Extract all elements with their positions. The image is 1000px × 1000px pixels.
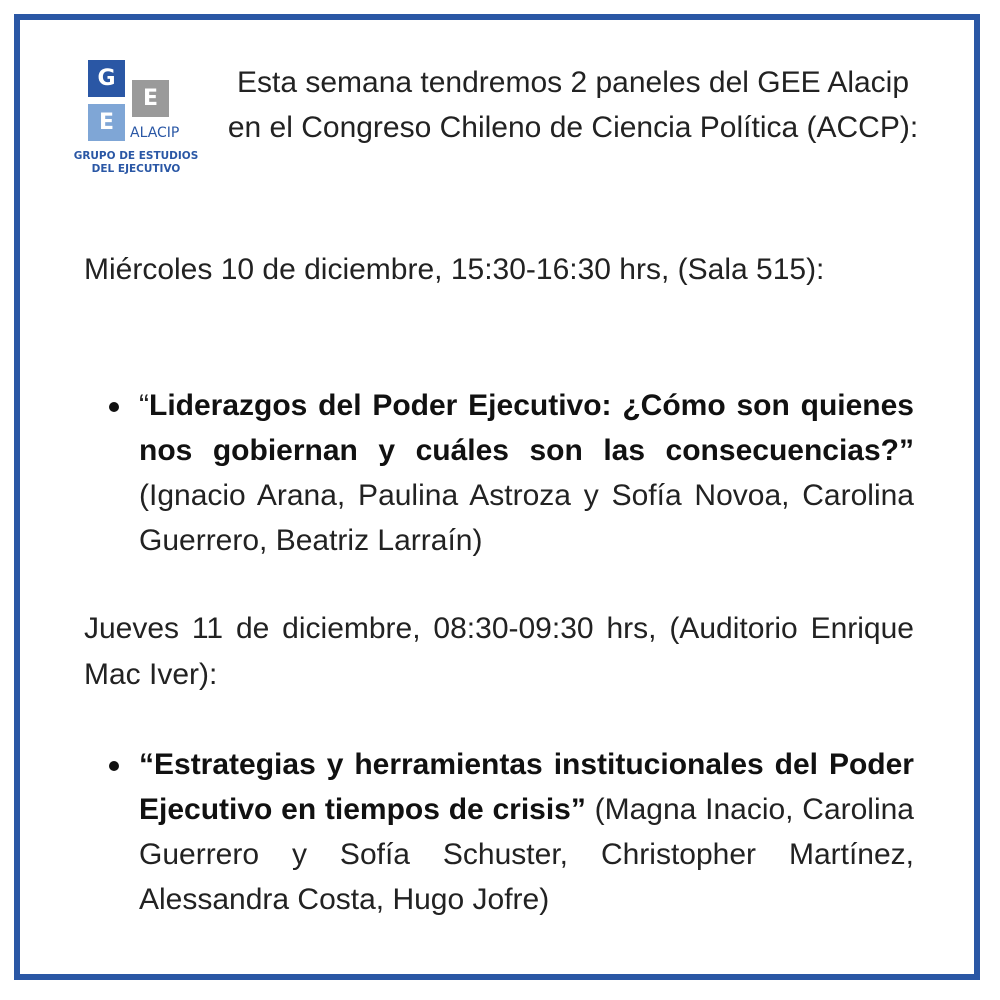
logo-alacip-text: ALACIP (130, 125, 180, 141)
gee-alacip-logo (66, 60, 206, 185)
session-1-schedule: Miércoles 10 de diciembre, 15:30-16:30 hrs, (Sala 515): (84, 253, 825, 286)
intro-text: Esta semana tendremos 2 paneles del GEE Alacip en el Congreso Chileno de Ciencia Política (ACCP): (227, 66, 919, 144)
logo-subtitle-line1: GRUPO DE ESTUDIOS (73, 150, 199, 162)
list-item (84, 742, 914, 922)
panel-2-speakers: (Magna Inacio, Carolina Guerrero y Sofía Schuster, Christopher Martínez, Alessandra Costa, Hugo Jofre) (139, 793, 914, 916)
logo-subtitle-line2: DEL EJECUTIVO (91, 163, 181, 175)
list-item (84, 383, 914, 563)
logo-g-square: G (88, 60, 125, 97)
session-2-schedule: Jueves 11 de diciembre, 08:30-09:30 hrs, (Auditorio Enrique Mac Iver): (84, 612, 914, 691)
panel-2-title: “Estrategias y herramientas institucionales del Poder Ejecutivo en tiempos de crisis” (139, 748, 914, 826)
panel-1-speakers: (Ignacio Arana, Paulina Astroza y Sofía Novoa, Carolina Guerrero, Beatriz Larraín) (139, 479, 914, 557)
panel-1-title: Liderazgos del Poder Ejecutivo: ¿Cómo son quienes nos gobiernan y cuáles son las consecuencias?” (139, 389, 914, 467)
bullet-icon (109, 402, 119, 412)
session-2-panels (84, 742, 914, 922)
logo-e-square-gray: E (132, 80, 169, 117)
logo-e-square-light: E (88, 104, 125, 141)
bullet-icon (109, 761, 119, 771)
session-1-panels (84, 383, 914, 563)
open-quote: “ (139, 389, 149, 422)
logo-subtitle (66, 150, 206, 176)
